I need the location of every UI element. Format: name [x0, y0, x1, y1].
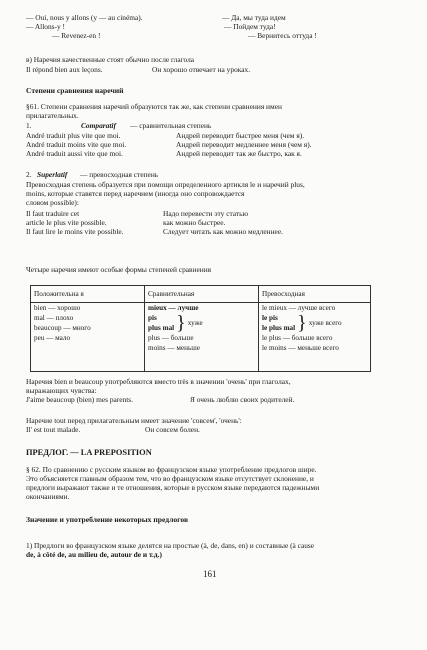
brace-icon: }	[297, 312, 307, 334]
note-v-example-ru: Он хорошо отвечает на уроках.	[152, 65, 251, 74]
table-cell-superlative	[259, 303, 371, 372]
comparatif-ru-2: Андрей переводит медленнее меня (чем я).	[176, 140, 312, 149]
table-header-positive: Положительна я	[31, 286, 145, 303]
item-1-line-1: 1) Предлоги во французском языке делятся на простые (à, de, dans, en) и составные (à cause	[26, 541, 315, 550]
dialog-ru-2: — Пойдем туда!	[224, 22, 276, 31]
table-cell-positive	[31, 303, 145, 372]
after-table-example-fr-1: J'aime beaucoup (bien) mes parents.	[26, 395, 134, 404]
subsection-title: Значение и употребление некоторых предлогов	[26, 515, 189, 524]
paragraph-61-line-2: прилагательных.	[26, 111, 79, 120]
superlatif-ru-3: Следует читать как можно медленнее.	[163, 227, 283, 236]
cell-le-plus: le plus — больше всего	[262, 334, 333, 342]
after-table-example-ru-1: Я очень люблю своих родителей.	[190, 395, 295, 404]
comparatif-number: 1.	[26, 121, 32, 130]
superlatif-ru-2: как можно быстрее.	[163, 218, 226, 227]
cell-le-moins: le moins — меньше всего	[262, 344, 339, 352]
table-header-row	[31, 286, 371, 303]
superlatif-number: 2.	[26, 170, 32, 179]
comparatif-fr-2: André traduit moins vite que moi.	[26, 140, 127, 149]
cell-peu: peu — мало	[34, 334, 71, 342]
superlatif-term: Superlatif	[37, 170, 68, 179]
dialog-ru-3: — Вернитесь оттуда !	[248, 31, 317, 40]
superlatif-description: — превосходная степень	[80, 170, 159, 179]
cell-worse: хуже	[187, 319, 203, 327]
cell-le-pis-group	[262, 313, 367, 333]
comparatif-description: — сравнительная степень	[130, 121, 212, 130]
after-table-line-2: выражающих чувства:	[26, 386, 97, 395]
cell-bien: bien — хорошо	[34, 304, 81, 312]
after-table-line-3: Наречие tout перед прилагательным имеет значение 'совсем', 'очень':	[26, 416, 242, 425]
cell-pis: pis	[148, 314, 157, 322]
after-table-example-fr-2: Il' est tout malade.	[26, 425, 81, 434]
superlatif-ru-1: Надо перевести эту статью	[163, 209, 249, 218]
degrees-table	[30, 285, 371, 372]
cell-le-pis: le pis	[262, 314, 278, 322]
paragraph-61-line-1: §61. Степени сравнения наречий образуются так же, как степени сравнения имен	[26, 102, 282, 111]
cell-moins: moins — меньше	[148, 344, 200, 352]
cell-le-plus-mal: le plus mal	[262, 324, 296, 332]
paragraph-62-line-1: § 62. По сравнению с русским языком во французском языке употребление предлогов шире.	[26, 465, 317, 474]
paragraph-62-line-4: окончаниями.	[26, 492, 70, 501]
superlatif-fr-1: Il faut traduire cet	[26, 209, 80, 218]
item-1-line-2: de, à côté de, au milieu de, autour de и т.д.)	[26, 550, 162, 559]
note-v-line: в) Наречия качественные стоят обычно после глагола	[26, 55, 195, 64]
comparatif-ru-1: Андрей переводит быстрее меня (чем я).	[176, 131, 305, 140]
comparatif-fr-1: André traduit plus vite que moi.	[26, 131, 121, 140]
section-title-degrees: Степени сравнения наречий	[26, 86, 124, 95]
after-table-line-1: Наречия bien и beaucoup употребляются вместо très в значении 'очень' при глаголах,	[26, 377, 291, 386]
table-cell-comparative	[145, 303, 259, 372]
cell-beaucoup: beaucoup — много	[34, 324, 91, 332]
table-row	[31, 303, 371, 372]
table-header-comparative: Сравнительная	[145, 286, 259, 303]
cell-plus-mal: plus mal	[148, 324, 175, 332]
page-number: 161	[203, 569, 217, 579]
superlatif-line-3: словом possible):	[26, 198, 79, 207]
cell-plus: plus — больше	[148, 334, 194, 342]
table-header-superlative: Превосходная	[259, 286, 371, 303]
after-table-example-ru-2: Он совсем болен.	[145, 425, 200, 434]
cell-pis-group	[148, 313, 255, 333]
superlatif-fr-3: Il faut lire le moins vite possible.	[26, 227, 124, 236]
table-caption: Четыре наречия имеют особые формы степеней сравнения	[26, 265, 212, 274]
comparatif-term: Comparatif	[81, 121, 116, 130]
note-v-example-fr: Il répond bien aux leçons.	[26, 65, 103, 74]
paragraph-62-line-3: предлоги выражают также и те отношения, которые в русском языке передаются падежными	[26, 483, 320, 492]
section-title-preposition: ПРЕДЛОГ. — LA PREPOSITION	[26, 448, 152, 457]
cell-worst: хуже всего	[308, 319, 342, 327]
cell-mieux: mieux — лучше	[148, 304, 199, 312]
cell-le-mieux: le mieux — лучше всего	[262, 304, 336, 312]
brace-icon: }	[176, 312, 186, 334]
paragraph-62-line-2: Это объясняется главным образом тем, что во французском языке отсутствует склонение, и	[26, 474, 314, 483]
cell-mal: mal — плохо	[34, 314, 74, 322]
comparatif-fr-3: André traduit aussi vite que moi.	[26, 149, 123, 158]
dialog-ru-1: — Да, мы туда идем	[222, 13, 286, 22]
superlatif-line-2: moins, которые ставятся перед наречием (иногда оно сопровождается	[26, 189, 245, 198]
dialog-fr-3: — Revenez-en !	[52, 31, 101, 40]
superlatif-fr-2: article le plus vite possible.	[26, 218, 107, 227]
superlatif-line-1: Превосходная степень образуется при помощи определенного артикля le и наречий plus,	[26, 180, 305, 189]
comparatif-ru-3: Андрей переводит так же быстро, как я.	[176, 149, 302, 158]
dialog-fr-2: — Allons-y !	[26, 22, 66, 31]
dialog-fr-1: — Oui, nous y allons (y — au cinéma).	[26, 13, 143, 22]
